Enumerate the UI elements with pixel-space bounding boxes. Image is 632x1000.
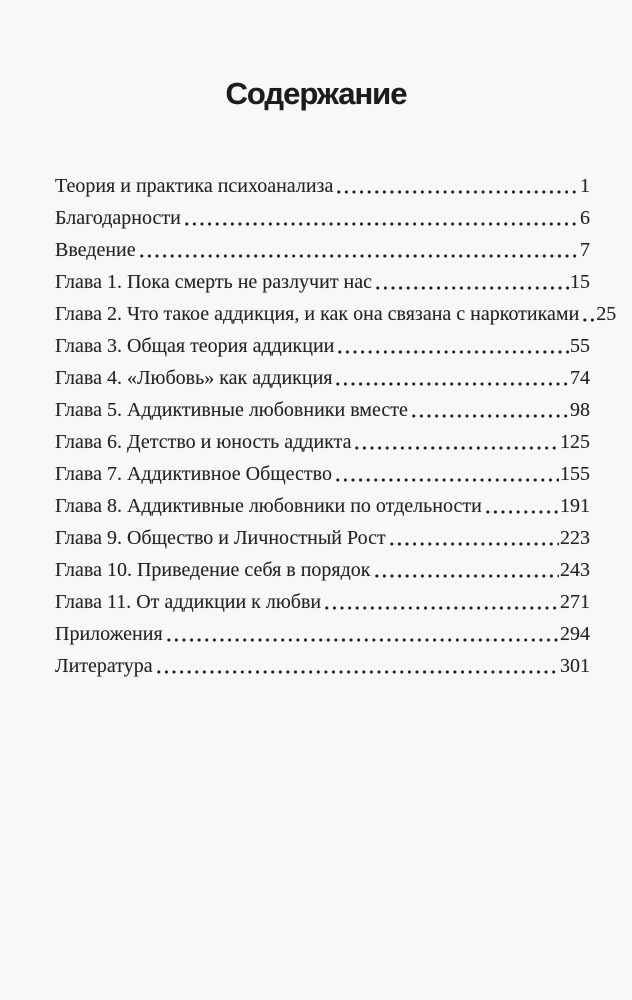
- dot-leader: [335, 170, 579, 202]
- dot-leader: [388, 522, 559, 554]
- dot-leader: [155, 650, 559, 682]
- toc-entry-label: Глава 1. Пока смерть не разлучит нас: [55, 271, 373, 293]
- dot-leader: [334, 362, 569, 394]
- toc-page-number: 74: [570, 367, 590, 389]
- toc-page-number: 301: [560, 655, 590, 677]
- page-title: Содержание: [225, 76, 407, 111]
- toc-page-number: 191: [560, 495, 590, 517]
- dot-leader: [484, 490, 559, 522]
- toc-entry-label: Глава 9. Общество и Личностный Рост: [55, 527, 386, 549]
- toc-entry-label: Приложения: [55, 623, 163, 645]
- toc-page-number: 1: [580, 175, 590, 197]
- toc-list: [0, 170, 632, 682]
- toc-entry-label: Благодарности: [55, 207, 181, 229]
- toc-row: [55, 330, 590, 362]
- toc-page-number: 155: [560, 463, 590, 485]
- dot-leader: [336, 330, 569, 362]
- toc-page-number: 55: [570, 335, 590, 357]
- toc-entry-label: Глава 2. Что такое аддикция, и как она связана с наркотиками: [55, 303, 580, 325]
- toc-entry-label: Теория и практика психоанализа: [55, 175, 334, 197]
- dot-leader: [138, 234, 579, 266]
- toc-page-number: 6: [580, 207, 590, 229]
- toc-entry-label: Литература: [55, 655, 153, 677]
- toc-row: [55, 266, 590, 298]
- dot-leader: [410, 394, 569, 426]
- toc-row: [55, 458, 590, 490]
- toc-page-number: 15: [570, 271, 590, 293]
- toc-entry-label: Глава 11. От аддикции к любви: [55, 591, 322, 613]
- toc-page-number: 223: [560, 527, 590, 549]
- toc-row: [55, 362, 590, 394]
- toc-page-number: 125: [560, 431, 590, 453]
- toc-entry-label: Введение: [55, 239, 136, 261]
- toc-row: [55, 394, 590, 426]
- toc-row: [55, 234, 590, 266]
- toc-row: [55, 490, 590, 522]
- dot-leader: [165, 618, 559, 650]
- toc-entry-label: Глава 3. Общая теория аддикции: [55, 335, 335, 357]
- toc-page-number: 7: [580, 239, 590, 261]
- toc-page-number: 25: [596, 303, 617, 325]
- toc-entry-label: Глава 5. Аддиктивные любовники вместе: [55, 399, 408, 421]
- toc-row: [55, 586, 590, 618]
- toc-page-number: 271: [560, 591, 590, 613]
- toc-page-number: 294: [560, 623, 590, 645]
- dot-leader: [323, 586, 559, 618]
- toc-entry-label: Глава 6. Детство и юность аддикта: [55, 431, 352, 453]
- dot-leader: [353, 426, 559, 458]
- toc-row: [55, 426, 590, 458]
- toc-entry-label: Глава 10. Приведение себя в порядок: [55, 559, 371, 581]
- toc-entry-label: Глава 8. Аддиктивные любовники по отдельности: [55, 495, 482, 517]
- toc-entry-label: Глава 4. «Любовь» как аддикция: [55, 367, 333, 389]
- toc-row: [55, 298, 617, 330]
- dot-leader: [183, 202, 579, 234]
- dot-leader: [581, 298, 595, 330]
- toc-row: [55, 522, 590, 554]
- toc-row: [55, 618, 590, 650]
- toc-page-number: 98: [570, 399, 590, 421]
- toc-page-number: 243: [560, 559, 590, 581]
- toc-entry-label: Глава 7. Аддиктивное Общество: [55, 463, 332, 485]
- toc-row: [55, 554, 590, 586]
- toc-row: [55, 202, 590, 234]
- toc-row: [55, 170, 590, 202]
- dot-leader: [373, 554, 559, 586]
- dot-leader: [334, 458, 559, 490]
- dot-leader: [374, 266, 569, 298]
- toc-row: [55, 650, 590, 682]
